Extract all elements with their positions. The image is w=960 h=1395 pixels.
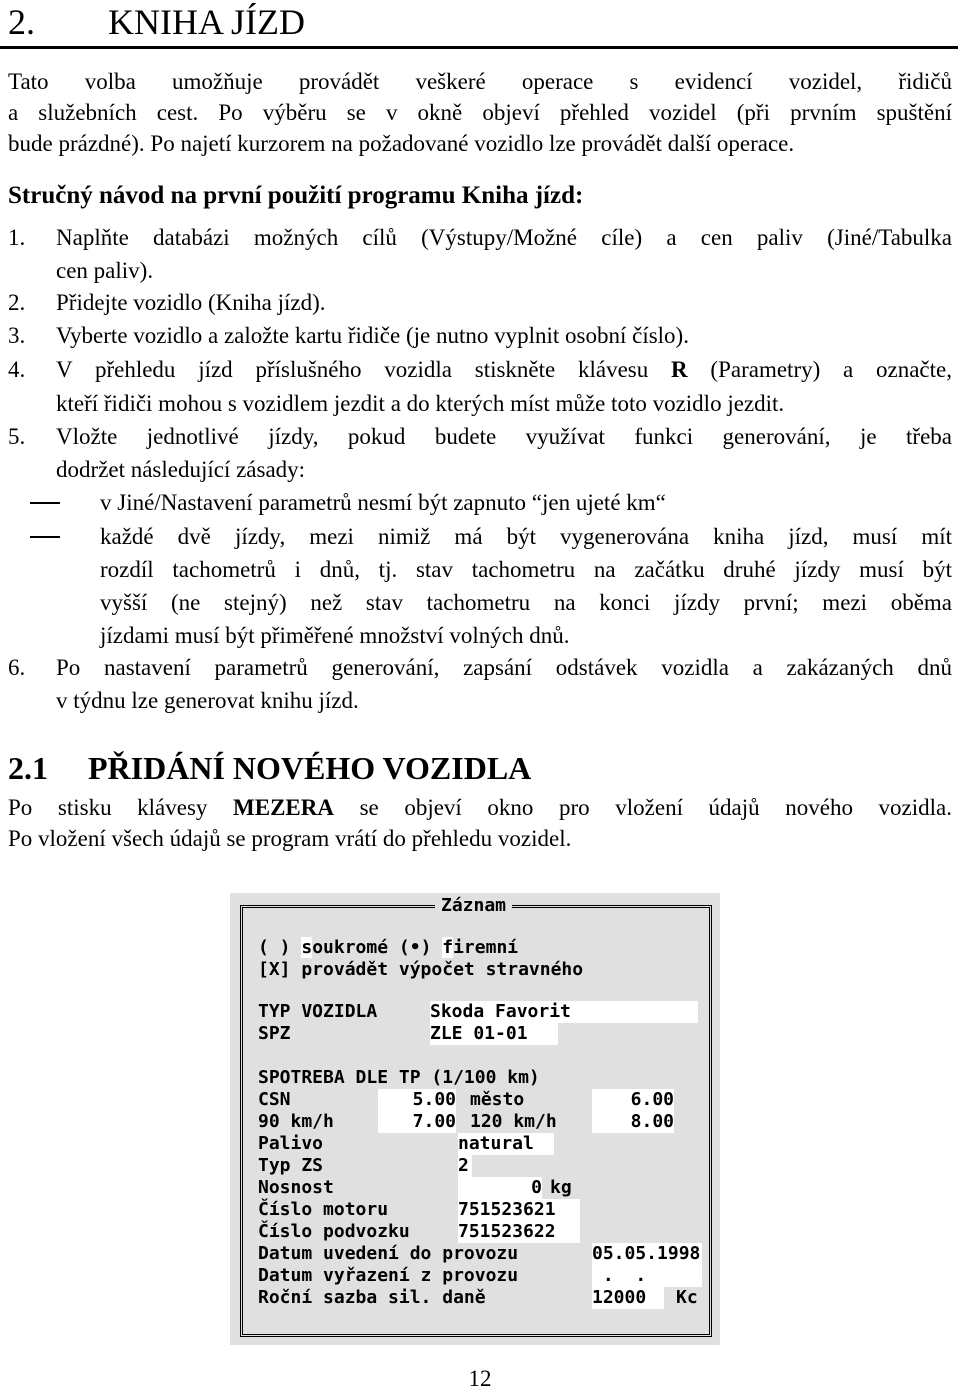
load-unit: kg [550,1177,572,1198]
hotkey-s: s [301,937,313,958]
kmh90-field[interactable]: 7.00 [378,1111,456,1133]
load-label: Nosnost [258,1177,334,1198]
step-line: cen paliv). [56,258,154,283]
step-number: 1. [8,225,26,250]
intro-line: bude prázdné). Po najetí kurzorem na požadované vozidlo lze provádět další operace. [8,131,795,156]
fuel-field[interactable]: natural [458,1133,554,1155]
zs-field[interactable]: 2 [458,1155,472,1177]
section-title: PŘIDÁNÍ NOVÉHO VOZIDLA [88,750,532,786]
engine-label: Číslo motoru [258,1199,389,1220]
dialog-title: Záznam [435,895,512,917]
page-number: 12 [468,1366,492,1391]
zs-label: Typ ZS [258,1155,324,1176]
city-field[interactable]: 6.00 [592,1089,674,1111]
step-line: dodržet následující zásady: [56,457,306,482]
step-line: v týdnu lze generovat knihu jízd. [56,688,359,713]
step-number: 5. [8,424,26,449]
spz-label: SPZ [258,1023,291,1044]
section-text: Po stisku klávesy [8,795,234,820]
sub-item [30,487,952,519]
step-item [8,354,952,420]
chapter-number: 2. [8,2,35,42]
step-item [8,421,952,485]
step-line: kteří řidiči mohou s vozidlem jezdit a do kterých míst může toto vozidlo jezdit. [56,391,785,416]
per-diem-checkbox[interactable]: [X] provádět výpočet stravného [258,959,584,980]
radio-label: oukromé (•) [312,937,443,958]
chassis-label: Číslo podvozku [258,1221,410,1242]
start-date-label: Datum uvedení do provozu [258,1243,519,1264]
tax-label: Roční sazba sil. daně [258,1287,486,1308]
step-text: V přehledu jízd příslušného vozidla stiskněte klávesu [56,357,672,382]
csn-label: CSN [258,1089,291,1110]
dash-bullet [30,536,60,538]
consumption-label: SPOTREBA DLE TP (1/100 km) [258,1067,540,1088]
csn-field[interactable]: 5.00 [378,1089,456,1111]
step-item [8,652,952,716]
type-field[interactable]: Skoda Favorit [430,1001,698,1023]
section-text: se objeví okno pro vložení údajů nového vozidla. [333,795,952,820]
step-line: Po nastavení parametrů generování, zapsání odstávek vozidla a zakázaných dnů [56,655,952,680]
key-mezera: MEZERA [233,795,334,820]
section-number: 2.1 [8,750,48,786]
chassis-field[interactable]: 751523622 [458,1221,580,1243]
step-line: Přidejte vozidlo (Kniha jízd). [56,290,326,315]
dash-bullet [30,502,60,504]
sub-line: vyšší (ne stejný) než stav tachometru na konci jízdy první; mezi oběma [100,590,952,615]
tax-field[interactable]: 12000 [592,1287,664,1309]
intro-paragraph [8,66,952,159]
heading-rule [0,46,958,49]
key-r: R [671,357,688,382]
type-label: TYP VOZIDLA [258,1001,378,1022]
step-number: 4. [8,357,26,382]
step-item [8,222,952,286]
section-paragraph [8,792,952,854]
hotkey-f: f [442,937,454,958]
tax-unit: Kc [676,1287,698,1308]
chapter-heading [8,0,305,44]
start-date-field[interactable]: 05.05.1998 [592,1243,701,1264]
step-text: (Parametry) a označte, [687,357,952,382]
step-item [8,287,952,319]
sub-line: každé dvě jízdy, mezi nimiž má být vygenerována kniha jízd, musí mít [100,524,952,549]
end-date-label: Datum vyřazení z provozu [258,1265,519,1286]
step-number: 2. [8,290,26,315]
end-date-field[interactable]: . . [592,1265,702,1287]
chapter-title: KNIHA JÍZD [108,2,305,42]
section-line: Po vložení všech údajů se program vrátí do přehledu vozidel. [8,826,572,851]
radio-label: iremní [453,937,519,958]
quick-guide-heading: Stručný návod na první použití programu Kniha jízd: [8,182,584,209]
step-number: 6. [8,655,26,680]
step-line [56,354,952,386]
intro-line: a služebních cest. Po výběru se v okně objeví přehled vozidel (při prvním spuštění [8,100,952,125]
intro-line: Tato volba umožňuje provádět veškeré operace s evidencí vozidel, řidičů [8,69,952,94]
spz-field[interactable]: ZLE 01-01 [430,1023,558,1045]
engine-field[interactable]: 751523621 [458,1199,580,1221]
sub-item [30,521,952,653]
kmh120-field[interactable]: 8.00 [592,1111,674,1133]
sub-line: jízdami musí být přiměřené množství volných dnů. [100,623,570,648]
kmh120-label: 120 km/h [470,1111,557,1132]
kmh90-label: 90 km/h [258,1111,334,1132]
section-heading [8,748,531,788]
sub-line: v Jiné/Nastavení parametrů nesmí být zapnuto “jen ujeté km“ [100,490,666,515]
load-field[interactable]: 0 [458,1177,542,1199]
step-line: Vyberte vozidlo a založte kartu řidiče (je nutno vyplnit osobní číslo). [56,323,689,348]
record-dialog-screenshot [230,893,720,1345]
step-number: 3. [8,323,26,348]
sub-line: rozdíl tachometrů i dnů, tj. stav tachometru na začátku druhé jízdy musí být [100,557,952,582]
section-line [8,792,952,823]
radio-private: ( ) [258,937,302,958]
step-item [8,320,952,352]
vehicle-type-radio[interactable] [258,937,518,959]
step-line: Vložte jednotlivé jízdy, pokud budete využívat funkci generování, je třeba [56,424,952,449]
step-line: Naplňte databázi možných cílů (Výstupy/Možné cíle) a cen paliv (Jiné/Tabulka [56,225,952,250]
fuel-label: Palivo [258,1133,324,1154]
city-label: město [470,1089,525,1110]
